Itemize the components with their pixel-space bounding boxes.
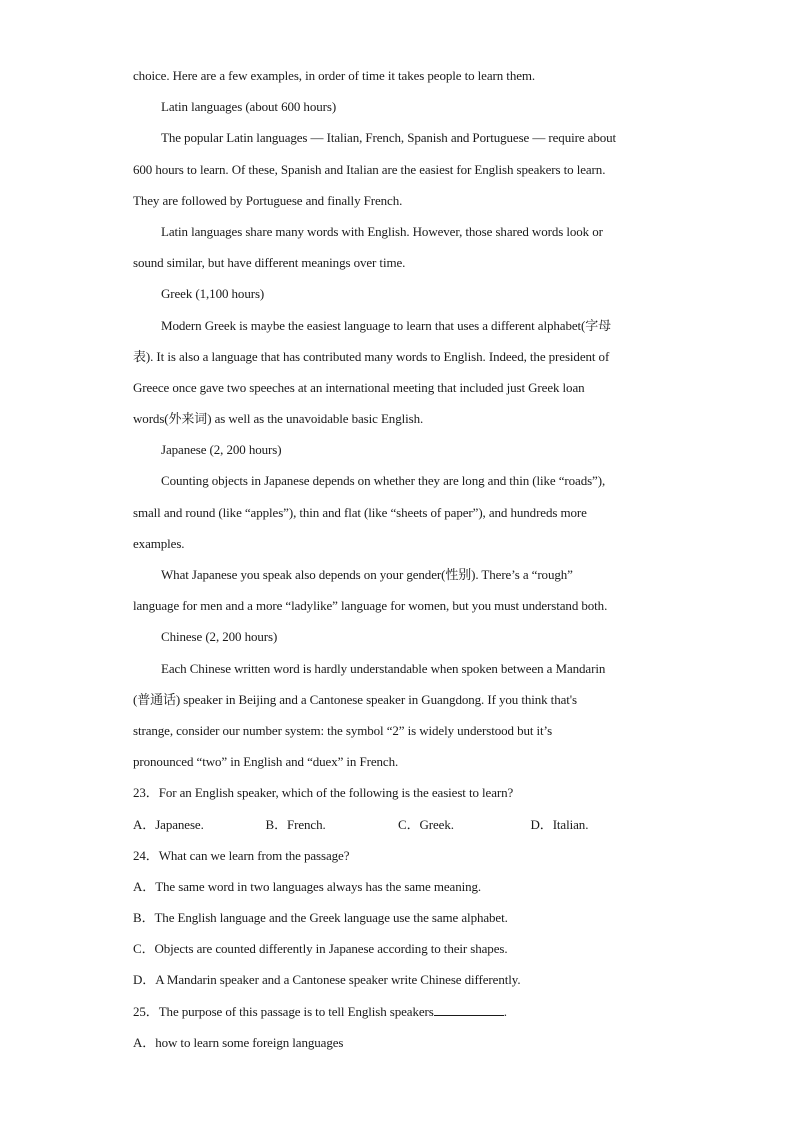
paragraph-line: 表). It is also a language that has contributed many words to English. Indeed, the president of bbox=[133, 348, 610, 364]
paragraph-line: What Japanese you speak also depends on your gender(性别). There’s a “rough” bbox=[161, 567, 573, 582]
option-d: D．Italian. bbox=[530, 816, 589, 832]
paragraph-line: sound similar, but have different meanings over time. bbox=[133, 255, 406, 271]
answer-blank bbox=[434, 1003, 504, 1016]
option-d: D．A Mandarin speaker and a Cantonese speaker write Chinese differently. bbox=[133, 972, 521, 988]
document-page bbox=[133, 63, 663, 1061]
section-heading-greek: Greek (1,100 hours) bbox=[161, 286, 265, 302]
question-24-stem: 24．What can we learn from the passage? bbox=[133, 847, 350, 863]
paragraph-line: 600 hours to learn. Of these, Spanish and Italian are the easiest for English speakers to learn. bbox=[133, 161, 606, 177]
paragraph-line: pronounced “two” in English and “duex” in French. bbox=[133, 754, 399, 770]
question-23-stem: 23．For an English speaker, which of the following is the easiest to learn? bbox=[133, 785, 514, 801]
paragraph-line: Greece once gave two speeches at an international meeting that included just Greek loan bbox=[133, 379, 585, 395]
paragraph-line: Counting objects in Japanese depends on whether they are long and thin (like “roads”), bbox=[161, 473, 606, 489]
paragraph-line: strange, consider our number system: the symbol “2” is widely understood but it’s bbox=[133, 722, 553, 738]
question-23-options bbox=[133, 812, 663, 843]
question-25-stem-text: 25．The purpose of this passage is to tell English speakers bbox=[133, 1003, 434, 1019]
paragraph-line: The popular Latin languages — Italian, French, Spanish and Portuguese — require about bbox=[161, 130, 617, 146]
paragraph-line: examples. bbox=[133, 535, 185, 551]
option-c: C．Objects are counted differently in Japanese according to their shapes. bbox=[133, 941, 508, 957]
intro-text-line: choice. Here are a few examples, in order of time it takes people to learn them. bbox=[133, 68, 536, 83]
option-b: B．French. bbox=[265, 816, 326, 832]
option-a: A．Japanese. bbox=[133, 816, 204, 832]
option-b: B．The English language and the Greek language use the same alphabet. bbox=[133, 910, 508, 926]
paragraph-line: words(外来词) as well as the unavoidable basic English. bbox=[133, 411, 424, 427]
section-heading-chinese: Chinese (2, 200 hours) bbox=[161, 629, 278, 645]
option-a: A．The same word in two languages always has the same meaning. bbox=[133, 878, 482, 894]
paragraph-line: language for men and a more “ladylike” language for women, but you must understand both. bbox=[133, 598, 608, 614]
section-heading-japanese: Japanese (2, 200 hours) bbox=[161, 442, 282, 458]
paragraph-line: (普通话) speaker in Beijing and a Cantonese speaker in Guangdong. If you think that's bbox=[133, 691, 577, 707]
paragraph-line: They are followed by Portuguese and finally French. bbox=[133, 192, 403, 208]
option-c: C．Greek. bbox=[398, 816, 454, 832]
paragraph-line: Modern Greek is maybe the easiest language to learn that uses a different alphabet(字母 bbox=[161, 317, 612, 333]
paragraph-line: small and round (like “apples”), thin and flat (like “sheets of paper”), and hundreds more bbox=[133, 504, 587, 520]
section-heading-latin: Latin languages (about 600 hours) bbox=[161, 99, 337, 115]
option-a: A．how to learn some foreign languages bbox=[133, 1034, 344, 1050]
question-25-stem-end: . bbox=[503, 1003, 507, 1019]
paragraph-line: Each Chinese written word is hardly understandable when spoken between a Mandarin bbox=[161, 660, 606, 676]
paragraph-line: Latin languages share many words with English. However, those shared words look or bbox=[161, 223, 603, 239]
question-25-stem bbox=[133, 999, 663, 1030]
